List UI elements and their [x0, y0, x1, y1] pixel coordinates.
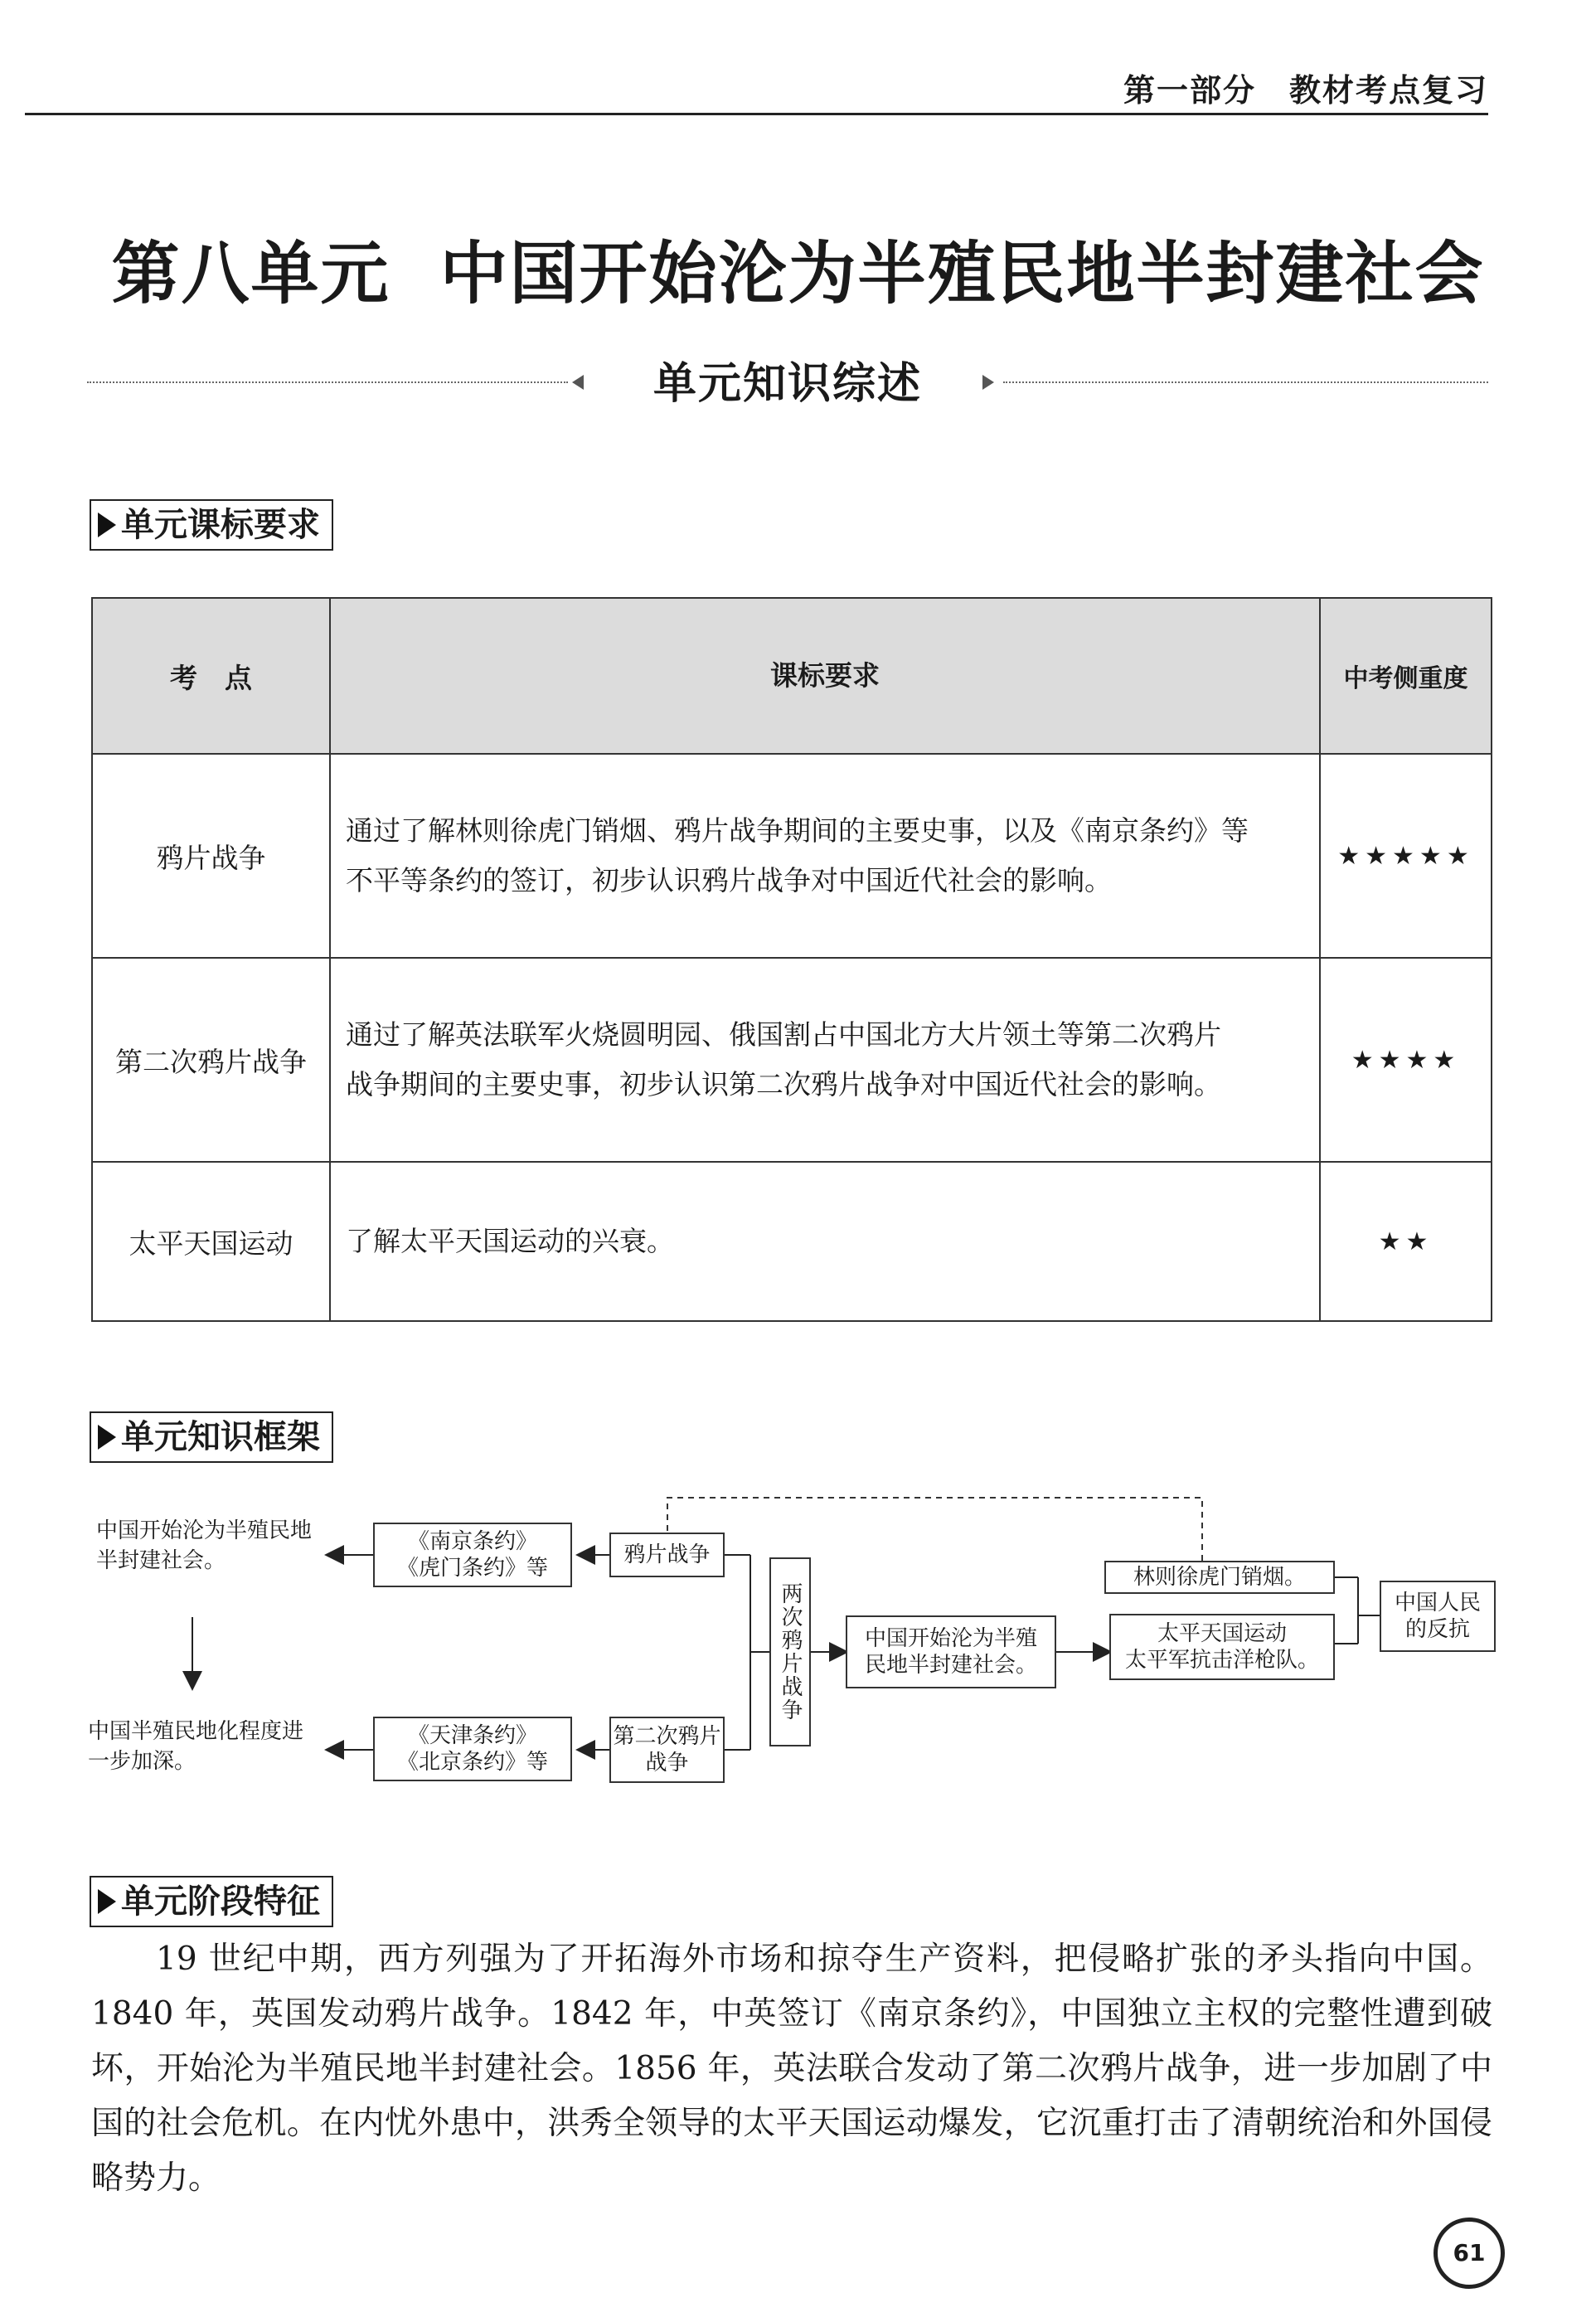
- weight-stars: ★★: [1320, 1162, 1492, 1321]
- requirement-line: 通过了解林则徐虎门销烟、鸦片战争期间的主要史事，以及《南京条约》等: [346, 814, 1249, 847]
- war-line: 第二次鸦片: [613, 1724, 721, 1749]
- header-topic: 考 点: [92, 598, 330, 754]
- second-opium-war-box: [609, 1717, 725, 1783]
- header-weight: 中考侧重度: [1320, 598, 1492, 754]
- treaties-second-war: [373, 1717, 572, 1781]
- requirement-line: 了解太平天国运动的兴衰。: [346, 1225, 674, 1257]
- subtitle-rule-right: [1003, 381, 1488, 383]
- table-row: [92, 958, 1492, 1162]
- requirement-line: 战争期间的主要史事，初步认识第二次鸦片战争对中国近代社会的影响。: [346, 1068, 1221, 1100]
- section-framework-label: 单元知识框架: [121, 1418, 320, 1456]
- result-deepened: [88, 1717, 337, 1776]
- knowledge-framework-diagram: [0, 1476, 1596, 1791]
- page-title: [0, 220, 1596, 317]
- treaty-line: 《天津条约》: [407, 1723, 537, 1748]
- topic-cell: 第二次鸦片战争: [92, 958, 330, 1162]
- section-requirements: [90, 499, 333, 551]
- treaties-first-war: [373, 1523, 572, 1587]
- topic-cell: 太平天国运动: [92, 1162, 330, 1321]
- play-arrow-icon: [98, 1889, 116, 1914]
- weight-stars: ★★★★: [1320, 958, 1492, 1162]
- taiping-line: 太平天国运动: [1157, 1621, 1287, 1646]
- subtitle: 单元知识综述: [652, 358, 922, 409]
- people-resistance-box: [1380, 1581, 1496, 1652]
- unit-number: 第八单元: [111, 234, 391, 313]
- treaty-line: 《虎门条约》等: [396, 1556, 548, 1581]
- table-row: [92, 1162, 1492, 1321]
- result-line: 中国开始沦为半殖民地: [96, 1518, 313, 1543]
- people-line: 的反抗: [1404, 1617, 1470, 1642]
- section-features-label: 单元阶段特征: [121, 1882, 320, 1921]
- stage-features-paragraph: 19 世纪中期，西方列强为了开拓海外市场和掠夺生产资料，把侵略扩张的矛头指向中国。1840 年，英国发动鸦片战争。1842 年，中英签订《南京条约》，中国独立主权的完整性遭到破坏，开始沦为半殖民地半封建社会。1856 年，英法联合发动了第二次鸦片战争，进一步加剧了中国的社会危机。在内忧外患中，洪秀全领导的太平天国运动爆发，它沉重打击了清朝统治和外国侵略势力。: [91, 1941, 1492, 2197]
- war-line: 战争: [645, 1751, 689, 1776]
- people-line: 中国人民: [1394, 1591, 1481, 1615]
- section-features: [90, 1876, 333, 1927]
- taiping-line: 太平军抗击洋枪队。: [1124, 1648, 1319, 1673]
- triangle-right-icon: [982, 375, 994, 390]
- table-header-row: [92, 598, 1492, 754]
- page-number: 61: [1433, 2218, 1505, 2289]
- lin-zexu-box: 林则徐虎门销烟。: [1104, 1561, 1335, 1594]
- center-line: 中国开始沦为半殖: [864, 1626, 1037, 1651]
- running-header: 第一部分 教材考点复习: [1123, 72, 1488, 109]
- requirement-cell: [330, 1162, 1320, 1321]
- unit-name: 中国开始沦为半殖民地半封建社会: [439, 234, 1485, 313]
- subtitle-bar: [87, 348, 1488, 409]
- section-framework: [90, 1411, 333, 1463]
- requirement-line: 不平等条约的签订，初步认识鸦片战争对中国近代社会的影响。: [346, 864, 1112, 896]
- section-requirements-label: 单元课标要求: [121, 506, 320, 544]
- table-row: [92, 754, 1492, 958]
- topic-cell: 鸦片战争: [92, 754, 330, 958]
- result-line: 中国半殖民地化程度进: [88, 1719, 304, 1744]
- requirement-cell: [330, 958, 1320, 1162]
- two-opium-wars-box: 两次鸦片战争: [769, 1557, 811, 1746]
- center-line: 民地半封建社会。: [864, 1653, 1037, 1678]
- play-arrow-icon: [98, 512, 116, 537]
- result-line: 一步加深。: [88, 1749, 196, 1774]
- requirement-line: 通过了解英法联军火烧圆明园、俄国割占中国北方大片领土等第二次鸦片: [346, 1018, 1221, 1051]
- taiping-box: [1109, 1614, 1335, 1680]
- result-semi-colonial: [96, 1516, 337, 1576]
- result-line: 半封建社会。: [96, 1548, 226, 1573]
- play-arrow-icon: [98, 1425, 116, 1450]
- treaty-line: 《南京条约》: [407, 1529, 537, 1554]
- requirement-cell: [330, 754, 1320, 958]
- weight-stars: ★★★★★: [1320, 754, 1492, 958]
- header-requirement: 课标要求: [330, 598, 1320, 754]
- requirements-table: [91, 597, 1492, 1322]
- opium-war-box: 鸦片战争: [609, 1533, 725, 1577]
- header-rule: [25, 113, 1488, 115]
- treaty-line: 《北京条约》等: [396, 1750, 548, 1775]
- semi-colonial-center-box: [846, 1615, 1056, 1688]
